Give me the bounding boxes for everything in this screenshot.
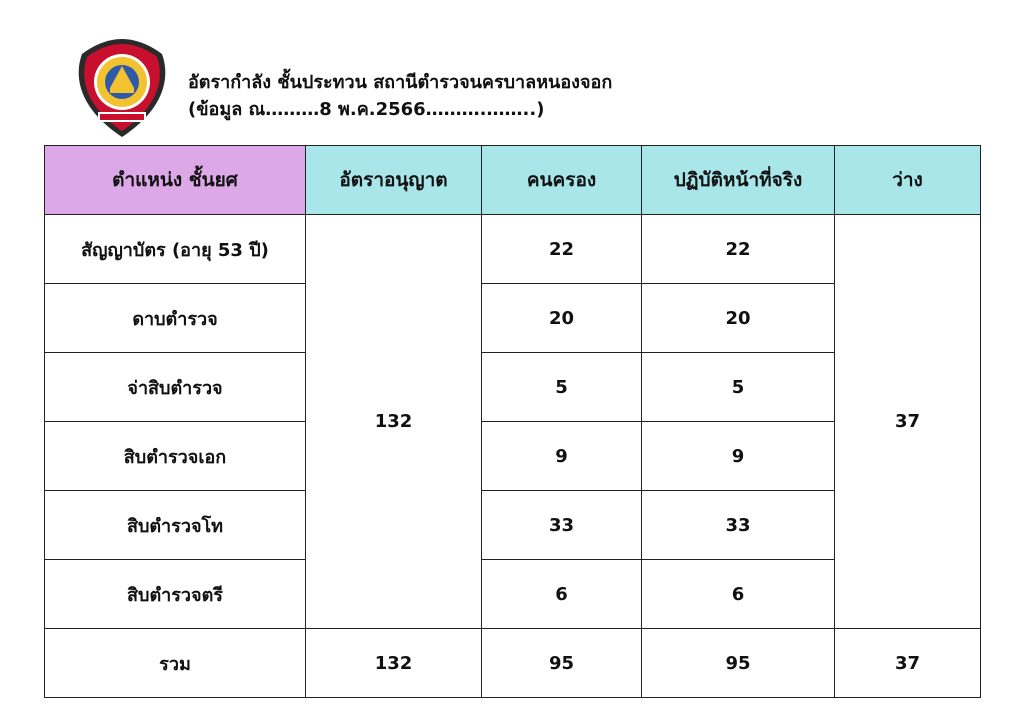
- manpower-table: [44, 145, 981, 698]
- occupied-cell: 6: [482, 560, 642, 629]
- occupied-cell: 20: [482, 284, 642, 353]
- document-title: [188, 69, 788, 123]
- total-label: รวม: [45, 629, 306, 698]
- rank-cell: สิบตำรวจตรี: [45, 560, 306, 629]
- header-vacant: ว่าง: [835, 146, 981, 215]
- rank-cell: สิบตำรวจโท: [45, 491, 306, 560]
- total-authorized: 132: [306, 629, 482, 698]
- total-occupied: 95: [482, 629, 642, 698]
- on-duty-cell: 6: [642, 560, 835, 629]
- rank-cell: ดาบตำรวจ: [45, 284, 306, 353]
- header-on-duty: ปฏิบัติหน้าที่จริง: [642, 146, 835, 215]
- on-duty-cell: 22: [642, 215, 835, 284]
- header-occupied: คนครอง: [482, 146, 642, 215]
- on-duty-cell: 5: [642, 353, 835, 422]
- document-header: [70, 36, 770, 140]
- header-row: [45, 146, 981, 215]
- rank-cell: จ่าสิบตำรวจ: [45, 353, 306, 422]
- header-rank: ตำแหน่ง ชั้นยศ: [45, 146, 306, 215]
- total-row: [45, 629, 981, 698]
- on-duty-cell: 9: [642, 422, 835, 491]
- rank-cell: สัญญาบัตร (อายุ 53 ปี): [45, 215, 306, 284]
- occupied-cell: 9: [482, 422, 642, 491]
- on-duty-cell: 20: [642, 284, 835, 353]
- header-authorized: อัตราอนุญาต: [306, 146, 482, 215]
- title-line-1: อัตรากำลัง ชั้นประทวน สถานีตำรวจนครบาลหนองจอก: [188, 72, 613, 93]
- occupied-cell: 5: [482, 353, 642, 422]
- title-line-2: (ข้อมูล ณ………8 พ.ค.2566……….……..): [188, 99, 545, 120]
- table-row: [45, 215, 981, 284]
- total-on-duty: 95: [642, 629, 835, 698]
- vacant-merged-cell: 37: [835, 215, 981, 629]
- occupied-cell: 22: [482, 215, 642, 284]
- occupied-cell: 33: [482, 491, 642, 560]
- police-seal-logo: [70, 36, 174, 140]
- on-duty-cell: 33: [642, 491, 835, 560]
- total-vacant: 37: [835, 629, 981, 698]
- rank-cell: สิบตำรวจเอก: [45, 422, 306, 491]
- authorized-merged-cell: 132: [306, 215, 482, 629]
